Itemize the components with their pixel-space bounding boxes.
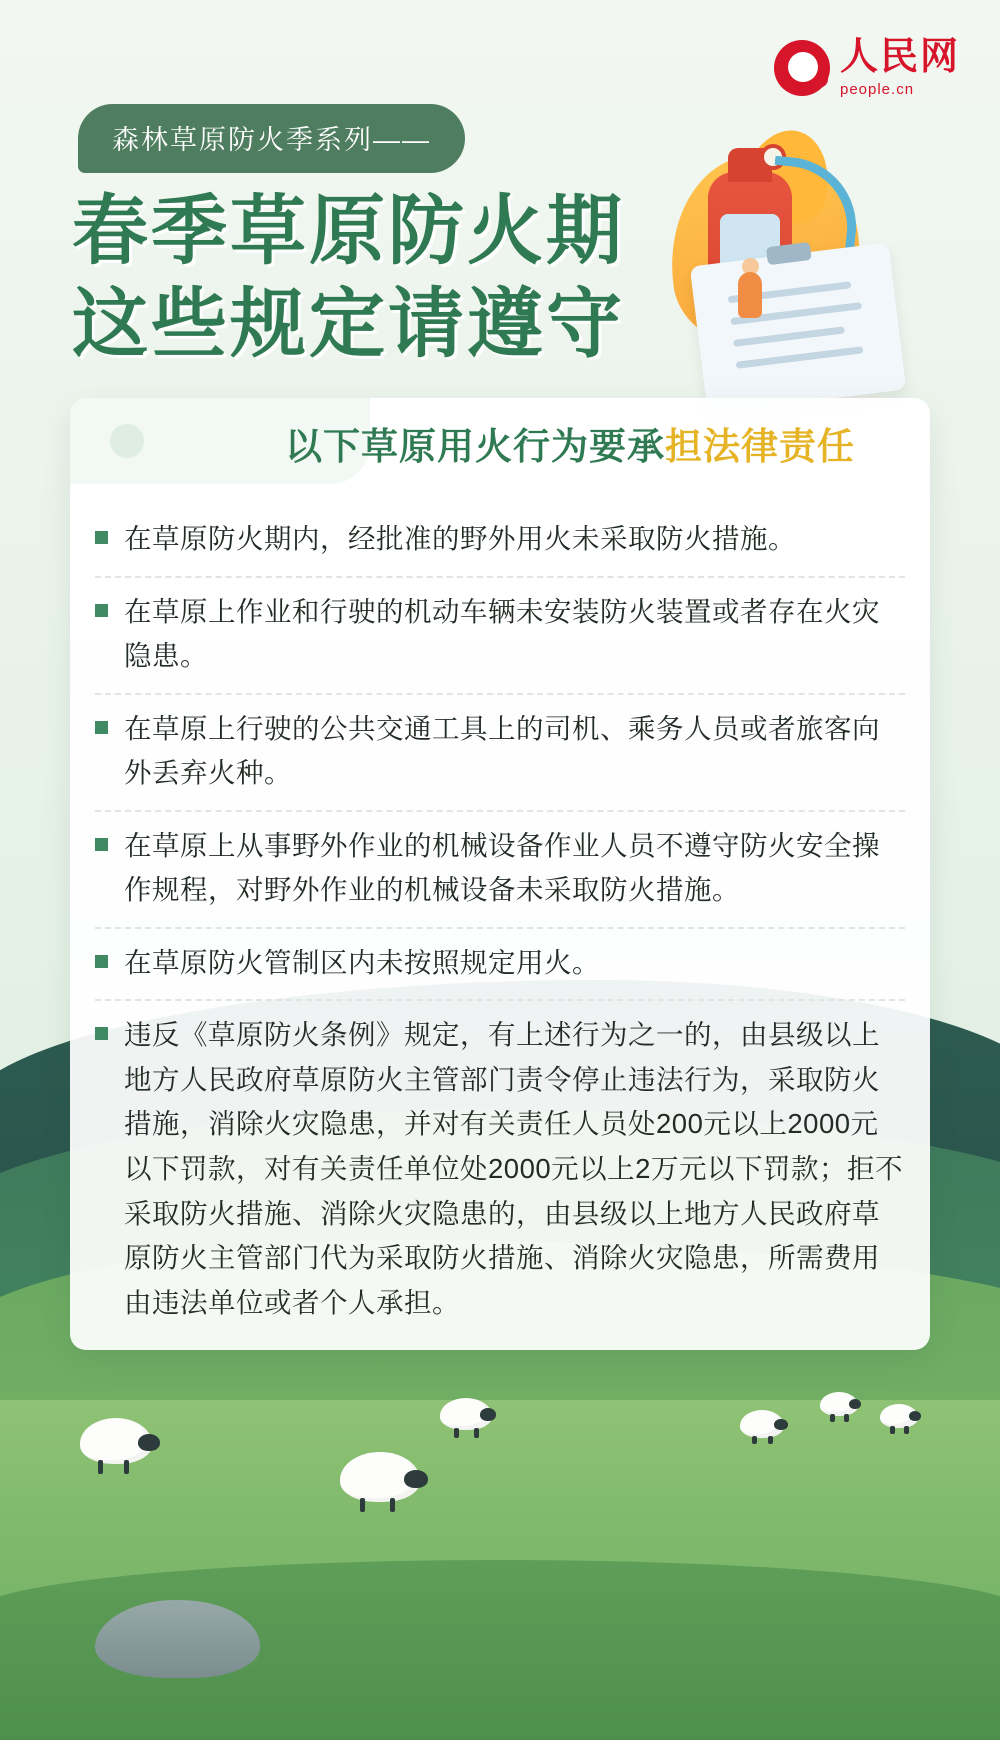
bullet-icon [95,838,108,851]
sheep-icon [820,1392,864,1422]
list-item-text: 在草原上行驶的公共交通工具上的司机、乘务人员或者旅客向外丢弃火种。 [124,712,880,789]
fire-extinguisher-clipboard-illustration [640,130,970,400]
logo-text [840,38,960,97]
clipboard-clip-icon [766,242,812,265]
list-item-text: 在草原防火管制区内未按照规定用火。 [124,946,600,978]
list-item-text: 在草原防火期内，经批准的野外用火未采取防火措施。 [124,523,796,554]
list-item [95,1001,905,1339]
page-title-line2: 这些规定请遵守 [72,281,625,367]
card-dot-decoration [110,424,144,458]
list-item [95,929,905,1002]
logo-title-en: people.cn [839,81,915,98]
clipboard-icon [690,242,907,413]
list-item [95,578,905,695]
list-item [95,695,905,812]
card-subtitle-plain: 以下草原用火行为要承 [285,426,665,467]
people-cn-logo-icon [774,40,830,96]
list-item [95,505,905,578]
sheep-icon [340,1452,436,1512]
bullet-icon [95,604,108,617]
card-subtitle-highlight: 担法律责任 [665,426,855,467]
logo-title-cn: 人民网 [839,36,960,78]
sheep-icon [740,1410,792,1444]
series-label: 森林草原防火季系列—— [78,104,465,173]
bullet-icon [95,721,108,734]
sheep-icon [80,1418,166,1474]
clipboard-line [736,346,864,369]
page-title [72,186,625,371]
clipboard-line [733,326,845,347]
person-body-icon [738,272,762,318]
card-subtitle [285,416,855,470]
bullet-icon [95,1027,108,1040]
inspector-person-icon [736,258,764,324]
list-item-text: 在草原上作业和行驶的机动车辆未安装防火装置或者存在火灾隐患。 [124,595,880,672]
list-item-text: 在草原上从事野外作业的机械设备作业人员不遵守防火安全操作规程，对野外作业的机械设备未采取防火措施。 [124,829,880,906]
bullet-icon [95,955,108,968]
regulation-list [95,505,905,1339]
site-logo[interactable] [774,38,960,97]
list-item-text: 违反《草原防火条例》规定，有上述行为之一的，由县级以上地方人民政府草原防火主管部门责令停止违法行为，采取防火措施，消除火灾隐患，并对有关责任人员处200元以上2000元以下罚款，对有关责任单位处2000元以上2万元以下罚款；拒不采取防火措施、消除火灾隐患的，由县级以上地方人民政府草原防火主管部门代为采取防火措施、消除火灾隐患，所需费用由违法单位或者个人承担。 [124,1019,903,1318]
sheep-icon [440,1398,502,1438]
page-title-line1: 春季草原防火期 [72,189,625,274]
bullet-icon [95,531,108,544]
list-item [95,812,905,929]
sheep-icon [880,1404,926,1434]
